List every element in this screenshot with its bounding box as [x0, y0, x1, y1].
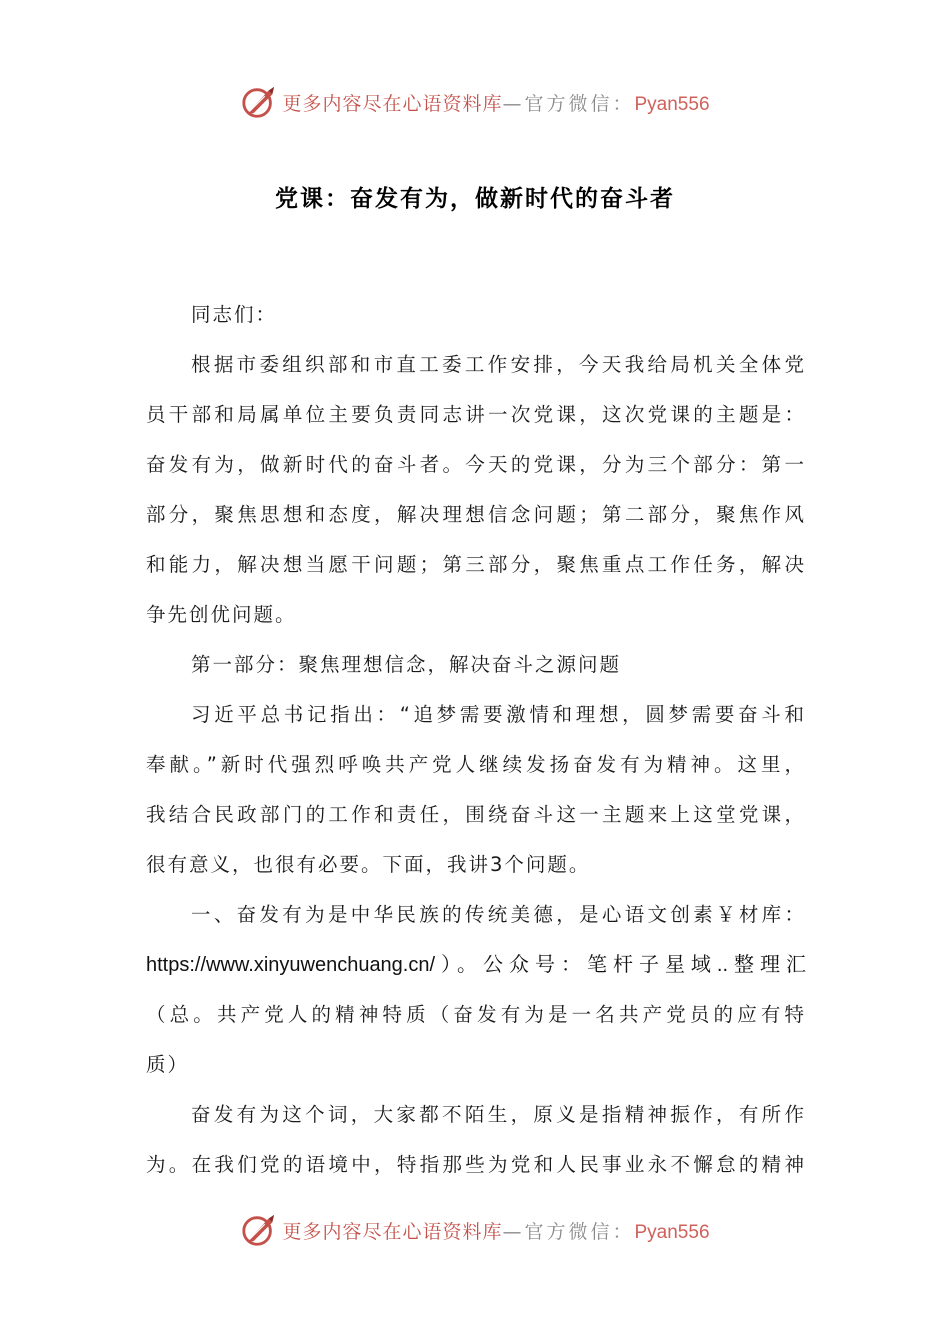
- text-line: 员干部和局属单位主要负责同志讲一次党课，这次党课的主题是：: [146, 403, 806, 426]
- quill-logo-icon: [240, 1211, 278, 1249]
- text-line: 质）: [146, 1053, 190, 1076]
- text-line: 习近平总书记指出：“追梦需要激情和理想，圆梦需要奋斗和: [191, 703, 806, 726]
- banner-text: [282, 89, 709, 116]
- banner-dash: —: [502, 1220, 525, 1243]
- text-line: 奋发有为，做新时代的奋斗者。今天的党课，分为三个部分：第一: [146, 453, 806, 476]
- banner-text: [282, 1217, 709, 1244]
- section-heading: 第一部分：聚焦理想信念，解决奋斗之源问题: [191, 653, 622, 676]
- text-line: （总。共产党人的精神特质（奋发有为是一名共产党员的应有特: [146, 1003, 806, 1026]
- text-line: 我结合民政部门的工作和责任，围绕奋斗这一主题来上这堂党课，: [146, 803, 806, 826]
- banner-grey-text: 官方微信：: [524, 92, 635, 115]
- header-banner: [0, 80, 950, 124]
- text-line: 很有意义，也很有必要。下面，我讲3个问题。: [146, 853, 591, 876]
- text-line: 奋发有为这个词，大家都不陌生，原义是指精神振作，有所作: [191, 1103, 806, 1126]
- text-line: 为。在我们党的语境中，特指那些为党和人民事业永不懈怠的精神: [146, 1153, 806, 1176]
- url-line: https://www.xinyuwenchuang.cn/）。公众号：笔杆子星域..整理汇: [146, 954, 806, 976]
- banner-wechat-id: Pyan556: [634, 1221, 710, 1243]
- banner-red-text: 更多内容尽在心语资料库: [282, 1220, 503, 1243]
- banner-dash: —: [502, 92, 525, 115]
- banner-grey-text: 官方微信：: [524, 1220, 635, 1243]
- document-body: [146, 290, 806, 1190]
- text-line: 同志们：: [191, 303, 278, 326]
- banner-red-text: 更多内容尽在心语资料库: [282, 92, 503, 115]
- footer-banner: [0, 1208, 950, 1252]
- text-line: 部分，聚焦思想和态度，解决理想信念问题；第二部分，聚焦作风: [146, 503, 806, 526]
- text-line: 奉献。”新时代强烈呼唤共产党人继续发扬奋发有为精神。这里，: [146, 753, 806, 776]
- text-line: 根据市委组织部和市直工委工作安排，今天我给局机关全体党: [191, 353, 806, 376]
- text-line: 一、奋发有为是中华民族的传统美德，是心语文创素￥材库：: [191, 903, 806, 926]
- document-title: 党课：奋发有为，做新时代的奋斗者: [275, 186, 675, 212]
- banner-wechat-id: Pyan556: [634, 93, 710, 115]
- text-line: 和能力，解决想当愿干问题；第三部分，聚焦重点工作任务，解决: [146, 553, 806, 576]
- quill-logo-icon: [240, 83, 278, 121]
- text-line: 争先创优问题。: [146, 603, 297, 626]
